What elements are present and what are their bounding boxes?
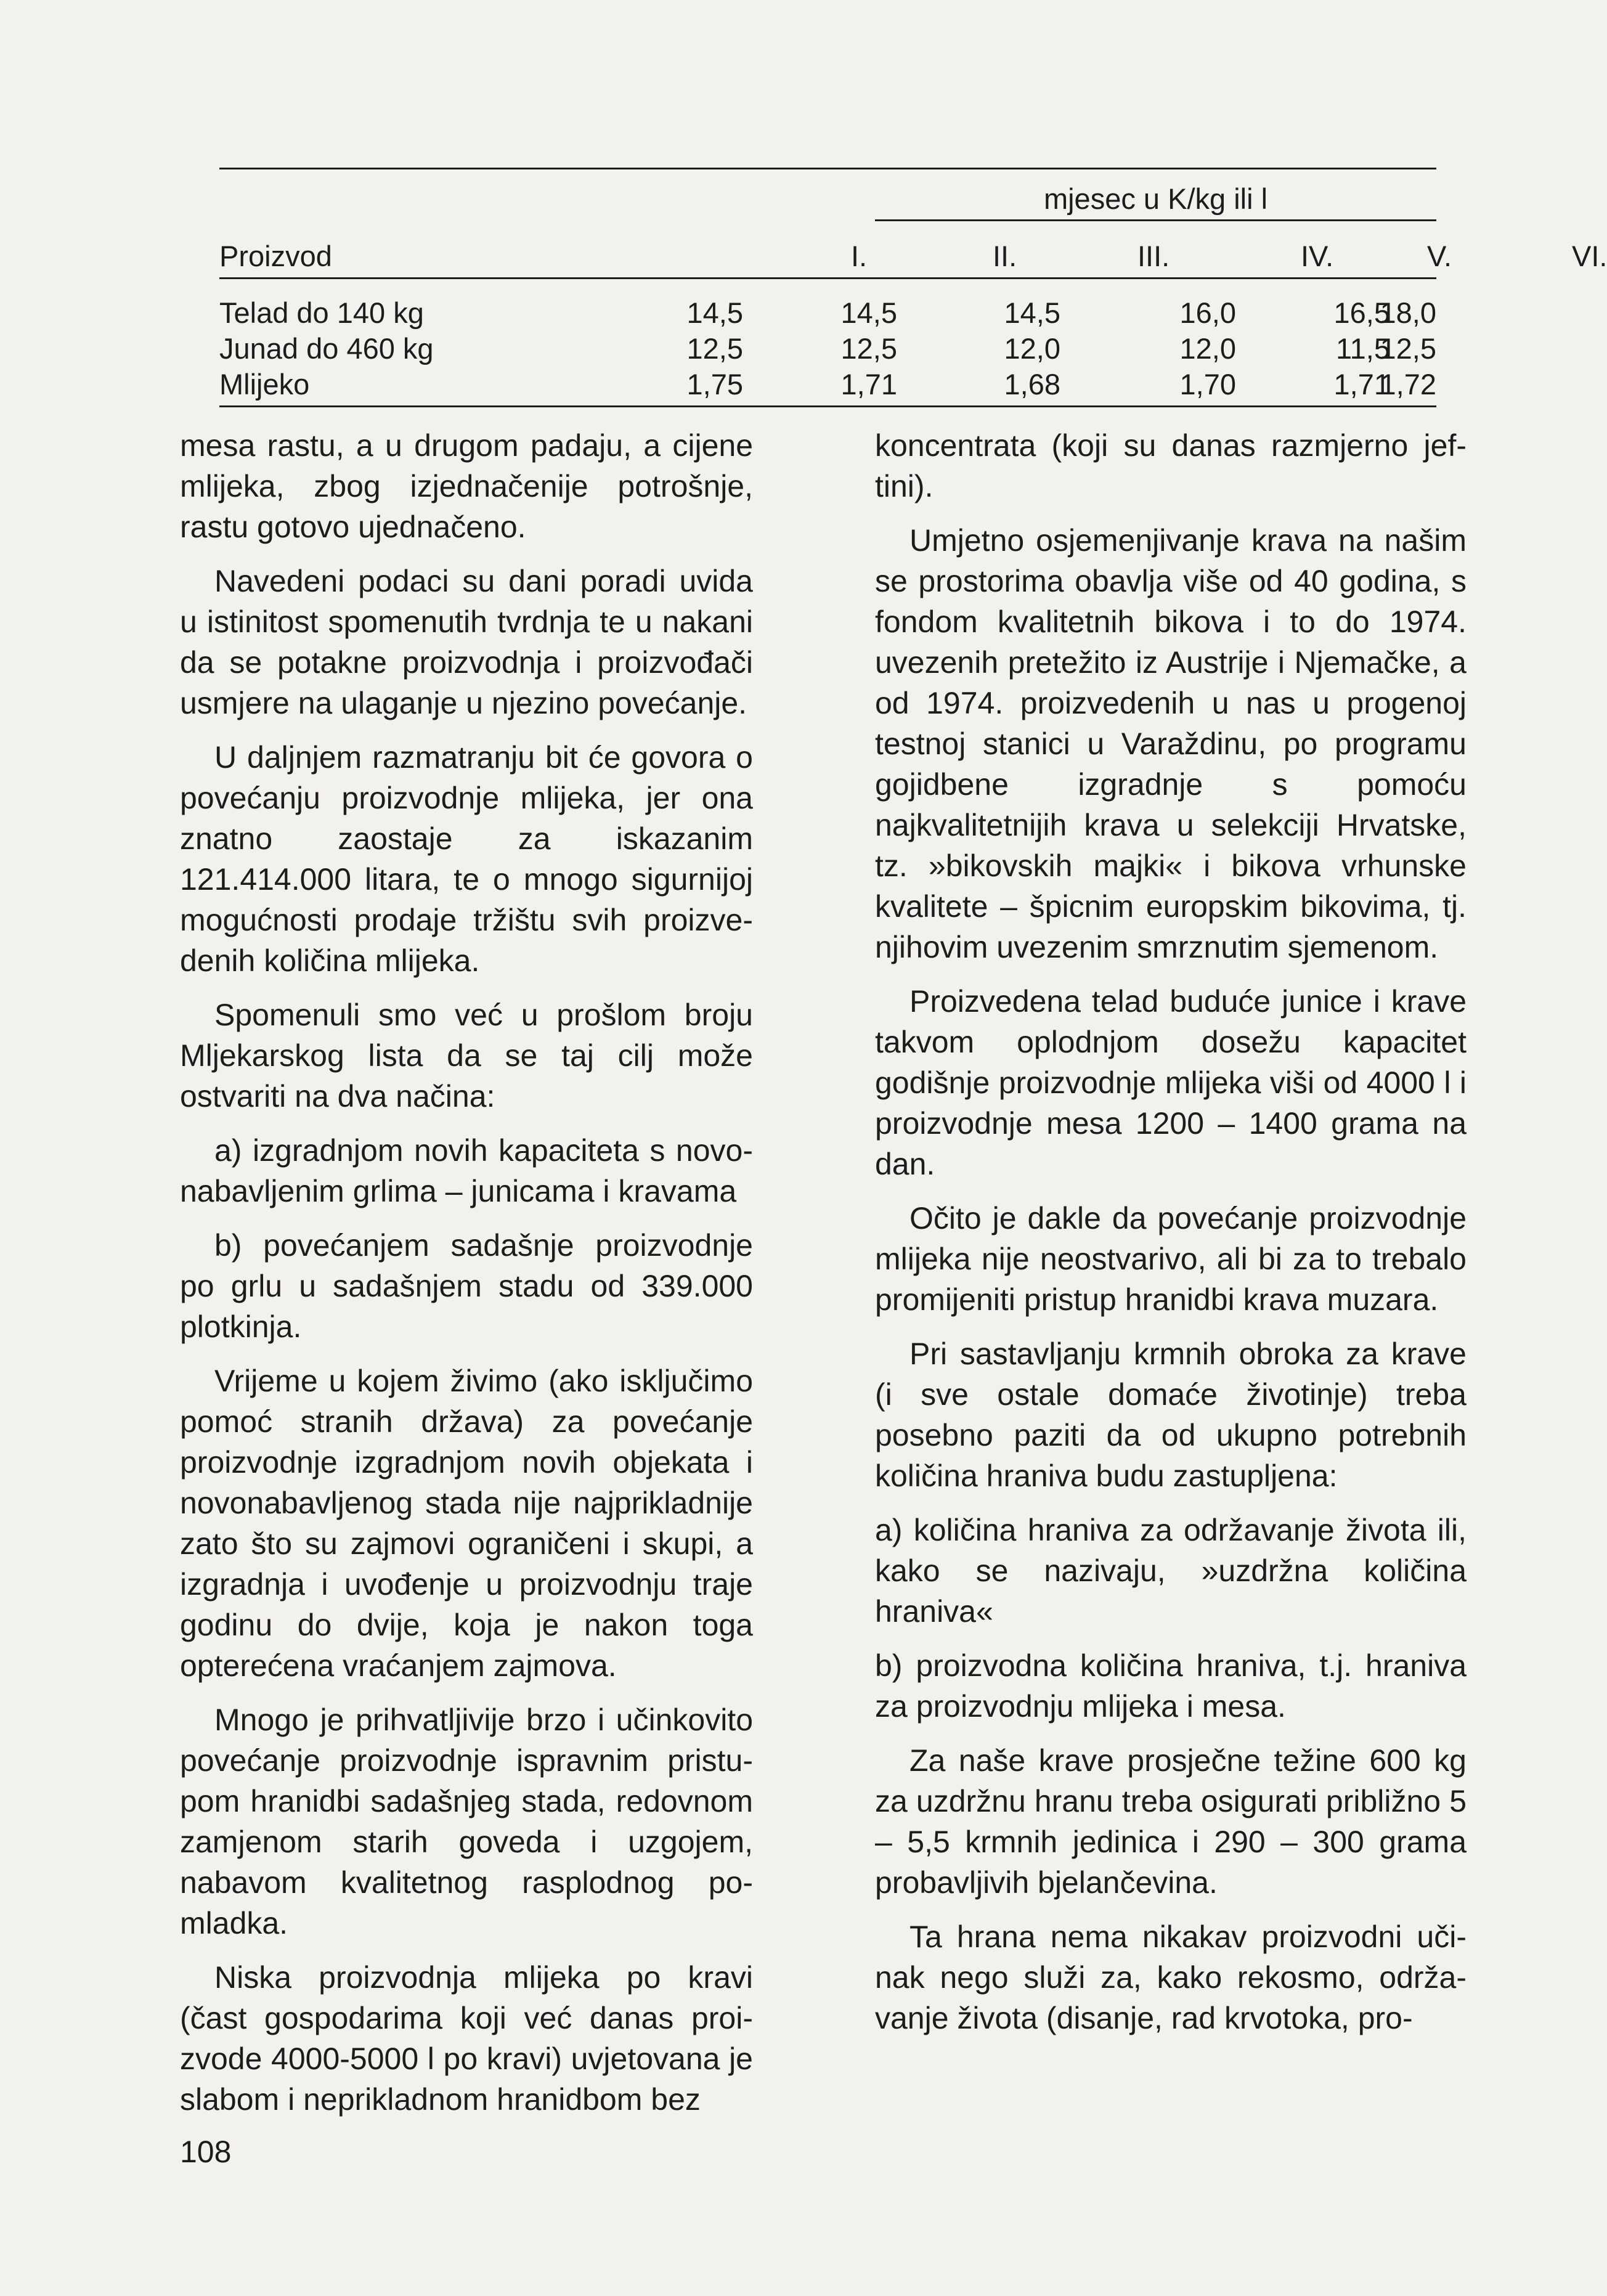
- paragraph: Za naše krave prosječne težine 600 kg za uzdržnu hranu treba osigurati približno 5 – 5,5 krmnih jedinica i 290 – 300 grama probavljivih bjelančevina.: [875, 1743, 1467, 1900]
- table-cell: 16,0: [1179, 296, 1236, 329]
- table-header-row: [219, 239, 1607, 274]
- list-item: b) povećanjem sadašnje proizvodnje po grlu u sadašnjem stadu od 339.000 plotkinja.: [180, 1228, 753, 1344]
- table-header-rule: [219, 277, 1436, 279]
- table-cell: 18,0: [1380, 296, 1436, 329]
- paragraph: Ta hrana nema nikakav proizvodni učinak nego služi za, kako rekosmo, održavanje života (disanje, rad krvotoka, pro-: [875, 1919, 1467, 2035]
- table-cell: 12,5: [686, 332, 743, 365]
- table-header-cell: I.: [851, 240, 868, 272]
- paragraph: Pri sastavljanju krmnih obroka za krave (i sve ostale domaće životinje) treba posebno paziti da od ukupno potrebnih količina hraniva budu zastupljena:: [875, 1337, 1467, 1493]
- table-header-cell: III.: [1137, 240, 1170, 272]
- table-cell: 12,0: [1004, 332, 1060, 365]
- table-cell: Junad do 460 kg: [219, 332, 434, 365]
- table-cell: Telad do 140 kg: [219, 296, 424, 329]
- table-caption: mjesec u K/kg ili l: [1043, 182, 1268, 215]
- paragraph: mesa rastu, a u drugom padaju, a cijene mlijeka, zbog izjednačenije potrošnje, rastu gotovo ujednačeno.: [180, 428, 753, 544]
- table-cell: 1,70: [1179, 368, 1236, 401]
- table-top-rule: [219, 168, 1436, 169]
- table-bottom-rule: [219, 405, 1436, 407]
- paragraph: U daljnjem razmatranju bit će govora o povećanju proizvodnje mlijeka, jer ona znatno zaostaje za iskazanim 121.414.000 litara, te o mnogo sigurnijoj mogućnosti prodaje tržištu svih proizvedenih količina mlijeka.: [180, 740, 753, 978]
- paragraph: koncentrata (koji su danas razmjerno jeftini).: [875, 428, 1467, 503]
- table-cell: 12,5: [1380, 332, 1436, 365]
- paragraph: Proizvedena telad buduće junice i krave takvom oplodnjom dosežu kapacitet godišnje proizvodnje mlijeka viši od 4000 l i proizvodnje mesa 1200 – 1400 grama na dan.: [875, 984, 1467, 1181]
- table-row: [219, 332, 1436, 366]
- table-header-cell: II.: [993, 240, 1017, 272]
- table-header-cell: IV.: [1301, 240, 1334, 272]
- table-cell: 14,5: [840, 296, 897, 329]
- page-number: 108: [180, 2135, 232, 2169]
- table-cell: 1,71: [840, 368, 897, 401]
- table-cell: 1,75: [686, 368, 743, 401]
- table-caption-rule: [875, 219, 1436, 221]
- table-row: [219, 296, 1436, 330]
- table-cell: 1,72: [1380, 368, 1436, 401]
- table-cell: 1,71: [1333, 368, 1390, 401]
- table-header-cell: Proizvod: [219, 240, 332, 272]
- paragraph: Niska proizvodnja mlijeka po kravi (čast gospodarima koji već danas proizvode 4000-5000 l po kravi) uvjetovana je slabom i neprikladnom hranidbom bez: [180, 1960, 753, 2117]
- paragraph: Umjetno osjemenjivanje krava na našim se prostorima obavlja više od 40 godina, s fondom kvalitetnih bikova i to do 1974. uvezenih pretežito iz Austrije i Njemačke, a od 1974. proizvedenih u nas u progenoj testnoj stanici u Varaždinu, po programu gojidbene izgradnje s pomoću najkvalitetnijih krava u selekciji Hrvatske, tz. »bikovskih majki« i bikova vrhunske kvalitete – špicnim europskim bikovima, tj. njihovim uvezenim smrznutim sjemenom.: [875, 523, 1467, 964]
- table-cell: Mlijeko: [219, 368, 310, 401]
- table-cell: 16,5: [1333, 296, 1390, 329]
- paragraph: Vrijeme u kojem živimo (ako isključimo pomoć stranih država) za povećanje proizvodnje izgradnjom novih objekata i novonabavljenog stada nije najprikladnije zato što su zajmovi ograničeni i skupi, a izgradnja i uvođenje u proizvodnju traje godinu do dvije, koja je nakon toga opterećena vraćanjem zajmova.: [180, 1364, 753, 1683]
- table-cell: 11,5: [1336, 332, 1390, 365]
- table-header-cell: VI.: [1572, 240, 1607, 272]
- text-column-right: [875, 425, 1467, 2052]
- table-row: [219, 367, 1436, 402]
- paragraph: Spomenuli smo već u prošlom broju Mljekarskog lista da se taj cilj može ostvariti na dva načina:: [180, 998, 753, 1113]
- list-item: a) količina hraniva za održavanje života ili, kako se nazivaju, »uzdržna količina hraniva«: [875, 1513, 1467, 1629]
- table-header-cell: V.: [1427, 240, 1452, 272]
- table-cell: 14,5: [1004, 296, 1060, 329]
- list-item: b) proizvodna količina hraniva, t.j. hraniva za proizvodnju mlijeka i mesa.: [875, 1648, 1467, 1724]
- table-cell: 12,5: [840, 332, 897, 365]
- table-cell: 14,5: [686, 296, 743, 329]
- table-cell: 12,0: [1179, 332, 1236, 365]
- paragraph: Očito je dakle da povećanje proizvodnje mlijeka nije neostvarivo, ali bi za to trebalo promijeniti pristup hranidbi krava muzara.: [875, 1201, 1467, 1317]
- paragraph: Navedeni podaci su dani poradi uvida u istinitost spomenutih tvrdnja te u nakani da se potakne proizvodnja i proizvođači usmjere na ulaganje u njezino povećanje.: [180, 564, 753, 720]
- list-item: a) izgradnjom novih kapaciteta s novonabavljenim grlima – junicama i kravama: [180, 1133, 753, 1208]
- table-cell: 1,68: [1004, 368, 1060, 401]
- text-column-left: [180, 425, 753, 2133]
- paragraph: Mnogo je prihvatljivije brzo i učinkovito povećanje proizvodnje ispravnim pristupom hranidbi sadašnjeg stada, redovnom zamjenom starih goveda i uzgojem, nabavom kvalitetnog rasplodnog pomladka.: [180, 1703, 753, 1940]
